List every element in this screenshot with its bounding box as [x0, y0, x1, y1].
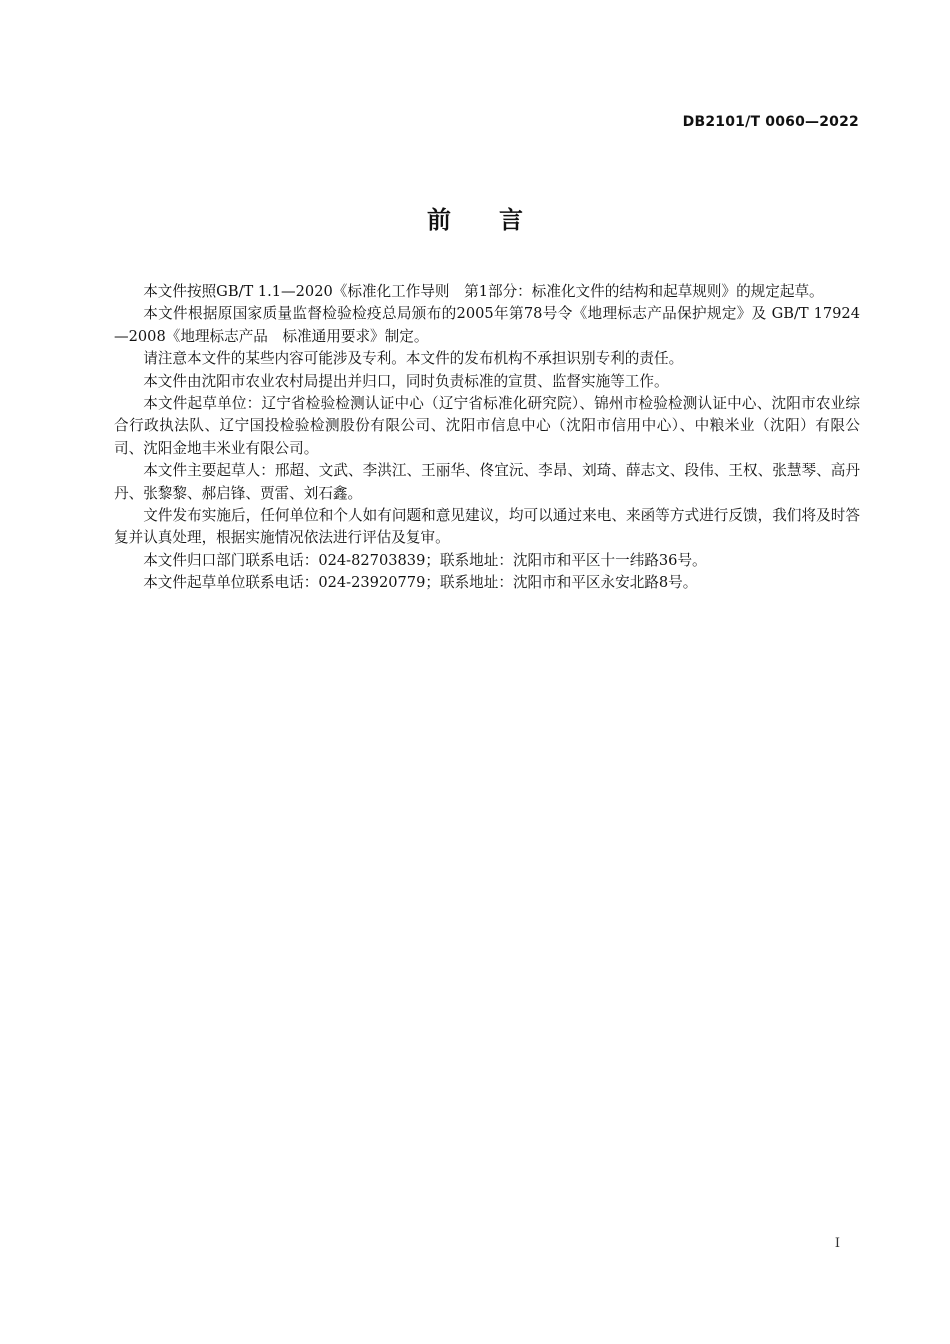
page-title: 前言 — [427, 206, 571, 234]
paragraph-basis: 本文件根据原国家质量监督检验检疫总局颁布的2005年第78号令《地理标志产品保护规定》及 GB/T 17924—2008《地理标志产品 标准通用要求》制定。 — [114, 305, 860, 345]
paragraph-drafting-rules: 本文件按照GB/T 1.1—2020《标准化工作导则 第1部分：标准化文件的结构和起草规则》的规定起草。 — [143, 283, 824, 300]
paragraph-drafters: 本文件主要起草人：邢超、文武、李洪江、王丽华、佟宜沅、李昂、刘琦、薛志文、段伟、王权、张慧琴、高丹丹、张黎黎、郝启锋、贾雷、刘石鑫。 — [114, 462, 860, 502]
document-code: DB2101/T 0060—2022 — [682, 114, 859, 130]
page-number: I — [834, 1236, 840, 1251]
paragraph-patent-notice: 请注意本文件的某些内容可能涉及专利。本文件的发布机构不承担识别专利的责任。 — [143, 350, 684, 368]
paragraph-feedback: 文件发布实施后，任何单位和个人如有问题和意见建议，均可以通过来电、来函等方式进行反馈，我们将及时答复并认真处理，根据实施情况依法进行评估及复审。 — [114, 507, 860, 547]
paragraph-drafting-unit-contact: 本文件起草单位联系电话：024-23920779；联系地址：沈阳市和平区永安北路8号。 — [143, 574, 698, 592]
paragraph-proposer: 本文件由沈阳市农业农村局提出并归口，同时负责标准的宣贯、监督实施等工作。 — [143, 372, 669, 390]
paragraph-department-contact: 本文件归口部门联系电话：024-82703839；联系地址：沈阳市和平区十一纬路36号。 — [143, 551, 707, 569]
paragraph-drafting-units: 本文件起草单位：辽宁省检验检测认证中心（辽宁省标准化研究院）、锦州市检验检测认证中心、沈阳市农业综合行政执法队、辽宁国投检验检测股份有限公司、沈阳市信息中心（沈阳市信用中心）、中粮米业（沈阳）有限公司、沈阳金地丰米业有限公司。 — [114, 395, 860, 457]
foreword-body — [114, 281, 860, 595]
